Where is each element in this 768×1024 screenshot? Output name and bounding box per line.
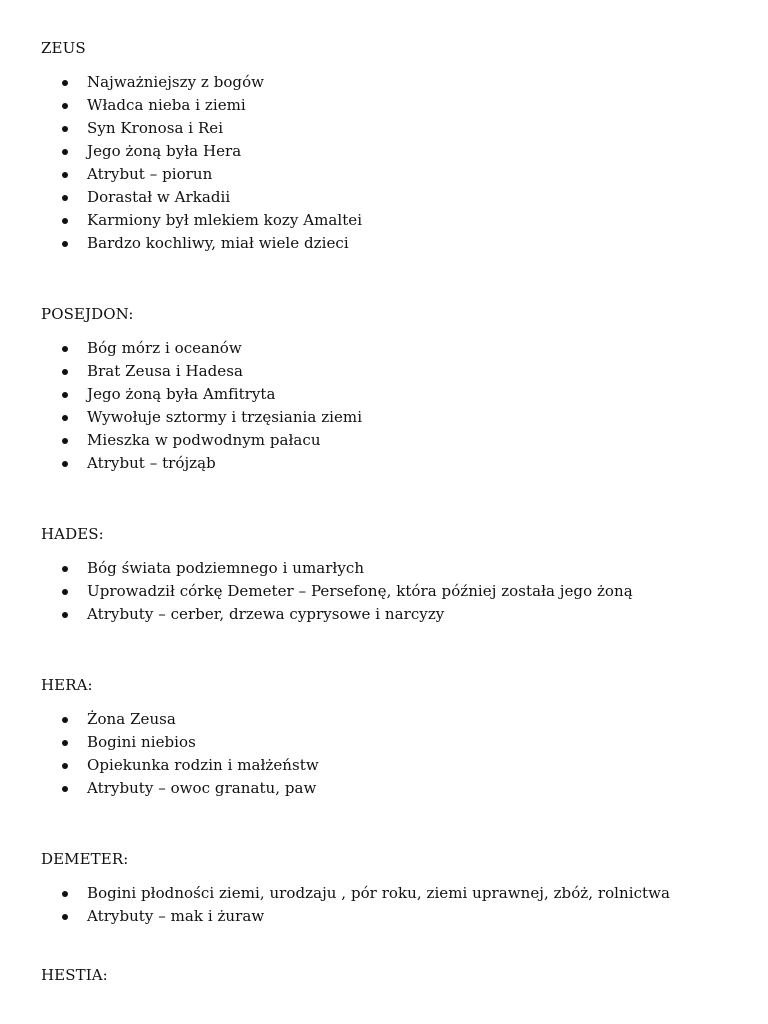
bullet-icon (62, 172, 68, 178)
bullet-icon (62, 717, 68, 723)
bullet-icon (62, 763, 68, 769)
bullet-icon (62, 80, 68, 86)
bullet-icon (62, 438, 68, 444)
bullet-icon (62, 103, 68, 109)
bullet-icon (62, 891, 68, 897)
bullet-icon (62, 415, 68, 421)
bullet-icon (62, 149, 68, 155)
bullet-icon (62, 195, 68, 201)
bullet-icon (62, 392, 68, 398)
bullet-icon (62, 612, 68, 618)
section-heading-demeter: DEMETER: (41, 850, 129, 868)
document-page: ZEUS Najważniejszy z bogów Władca nieba i ziemi Syn Kronosa i Rei Jego żoną była Hera Atrybut – piorun Dorastał w Arkadii Karmiony był mlekiem kozy Amaltei Bardzo kochliwy, miał wiele dzieci POSEJDON: Bóg mórz i oceanów Brat Zeusa i Hadesa Jego żoną była Amfitryta Wywołuje sztormy i trzęsiania ziemi Mieszka w podwodnym pałacu Atrybut – trójząb HADES: Bóg świata podziemnego i umarłych Uprowadził córkę Demeter – Persefonę, która później została jego żoną Atrybuty – cerber, drzewa cyprysowe i narcyzy HERA: Żona Zeusa Bogini niebios Opiekunka rodzin i małżeństw Atrybuty – owoc granatu, paw DEMETER: Bogini płodności ziemi, urodzaju , pór roku, ziemi uprawnej, zbóż, rolnictwa Atrybuty – mak i żuraw HESTIA: (41, 39, 670, 984)
bullet-icon (62, 589, 68, 595)
bullet-icon (62, 126, 68, 132)
section-heading-zeus: ZEUS (41, 39, 86, 57)
section-heading-hades: HADES: (41, 525, 104, 543)
section-heading-posejdon: POSEJDON: (41, 305, 134, 323)
bullet-icon (62, 786, 68, 792)
bullet-icon (62, 346, 68, 352)
section-heading-hestia: HESTIA: (41, 966, 108, 984)
bullet-icon (62, 566, 68, 572)
bullet-icon (62, 218, 68, 224)
bullet-icon (62, 369, 68, 375)
bullet-icon (62, 914, 68, 920)
bullet-icon (62, 461, 68, 467)
bullet-icon (62, 740, 68, 746)
section-heading-hera: HERA: (41, 676, 93, 694)
bullet-icon (62, 241, 68, 247)
